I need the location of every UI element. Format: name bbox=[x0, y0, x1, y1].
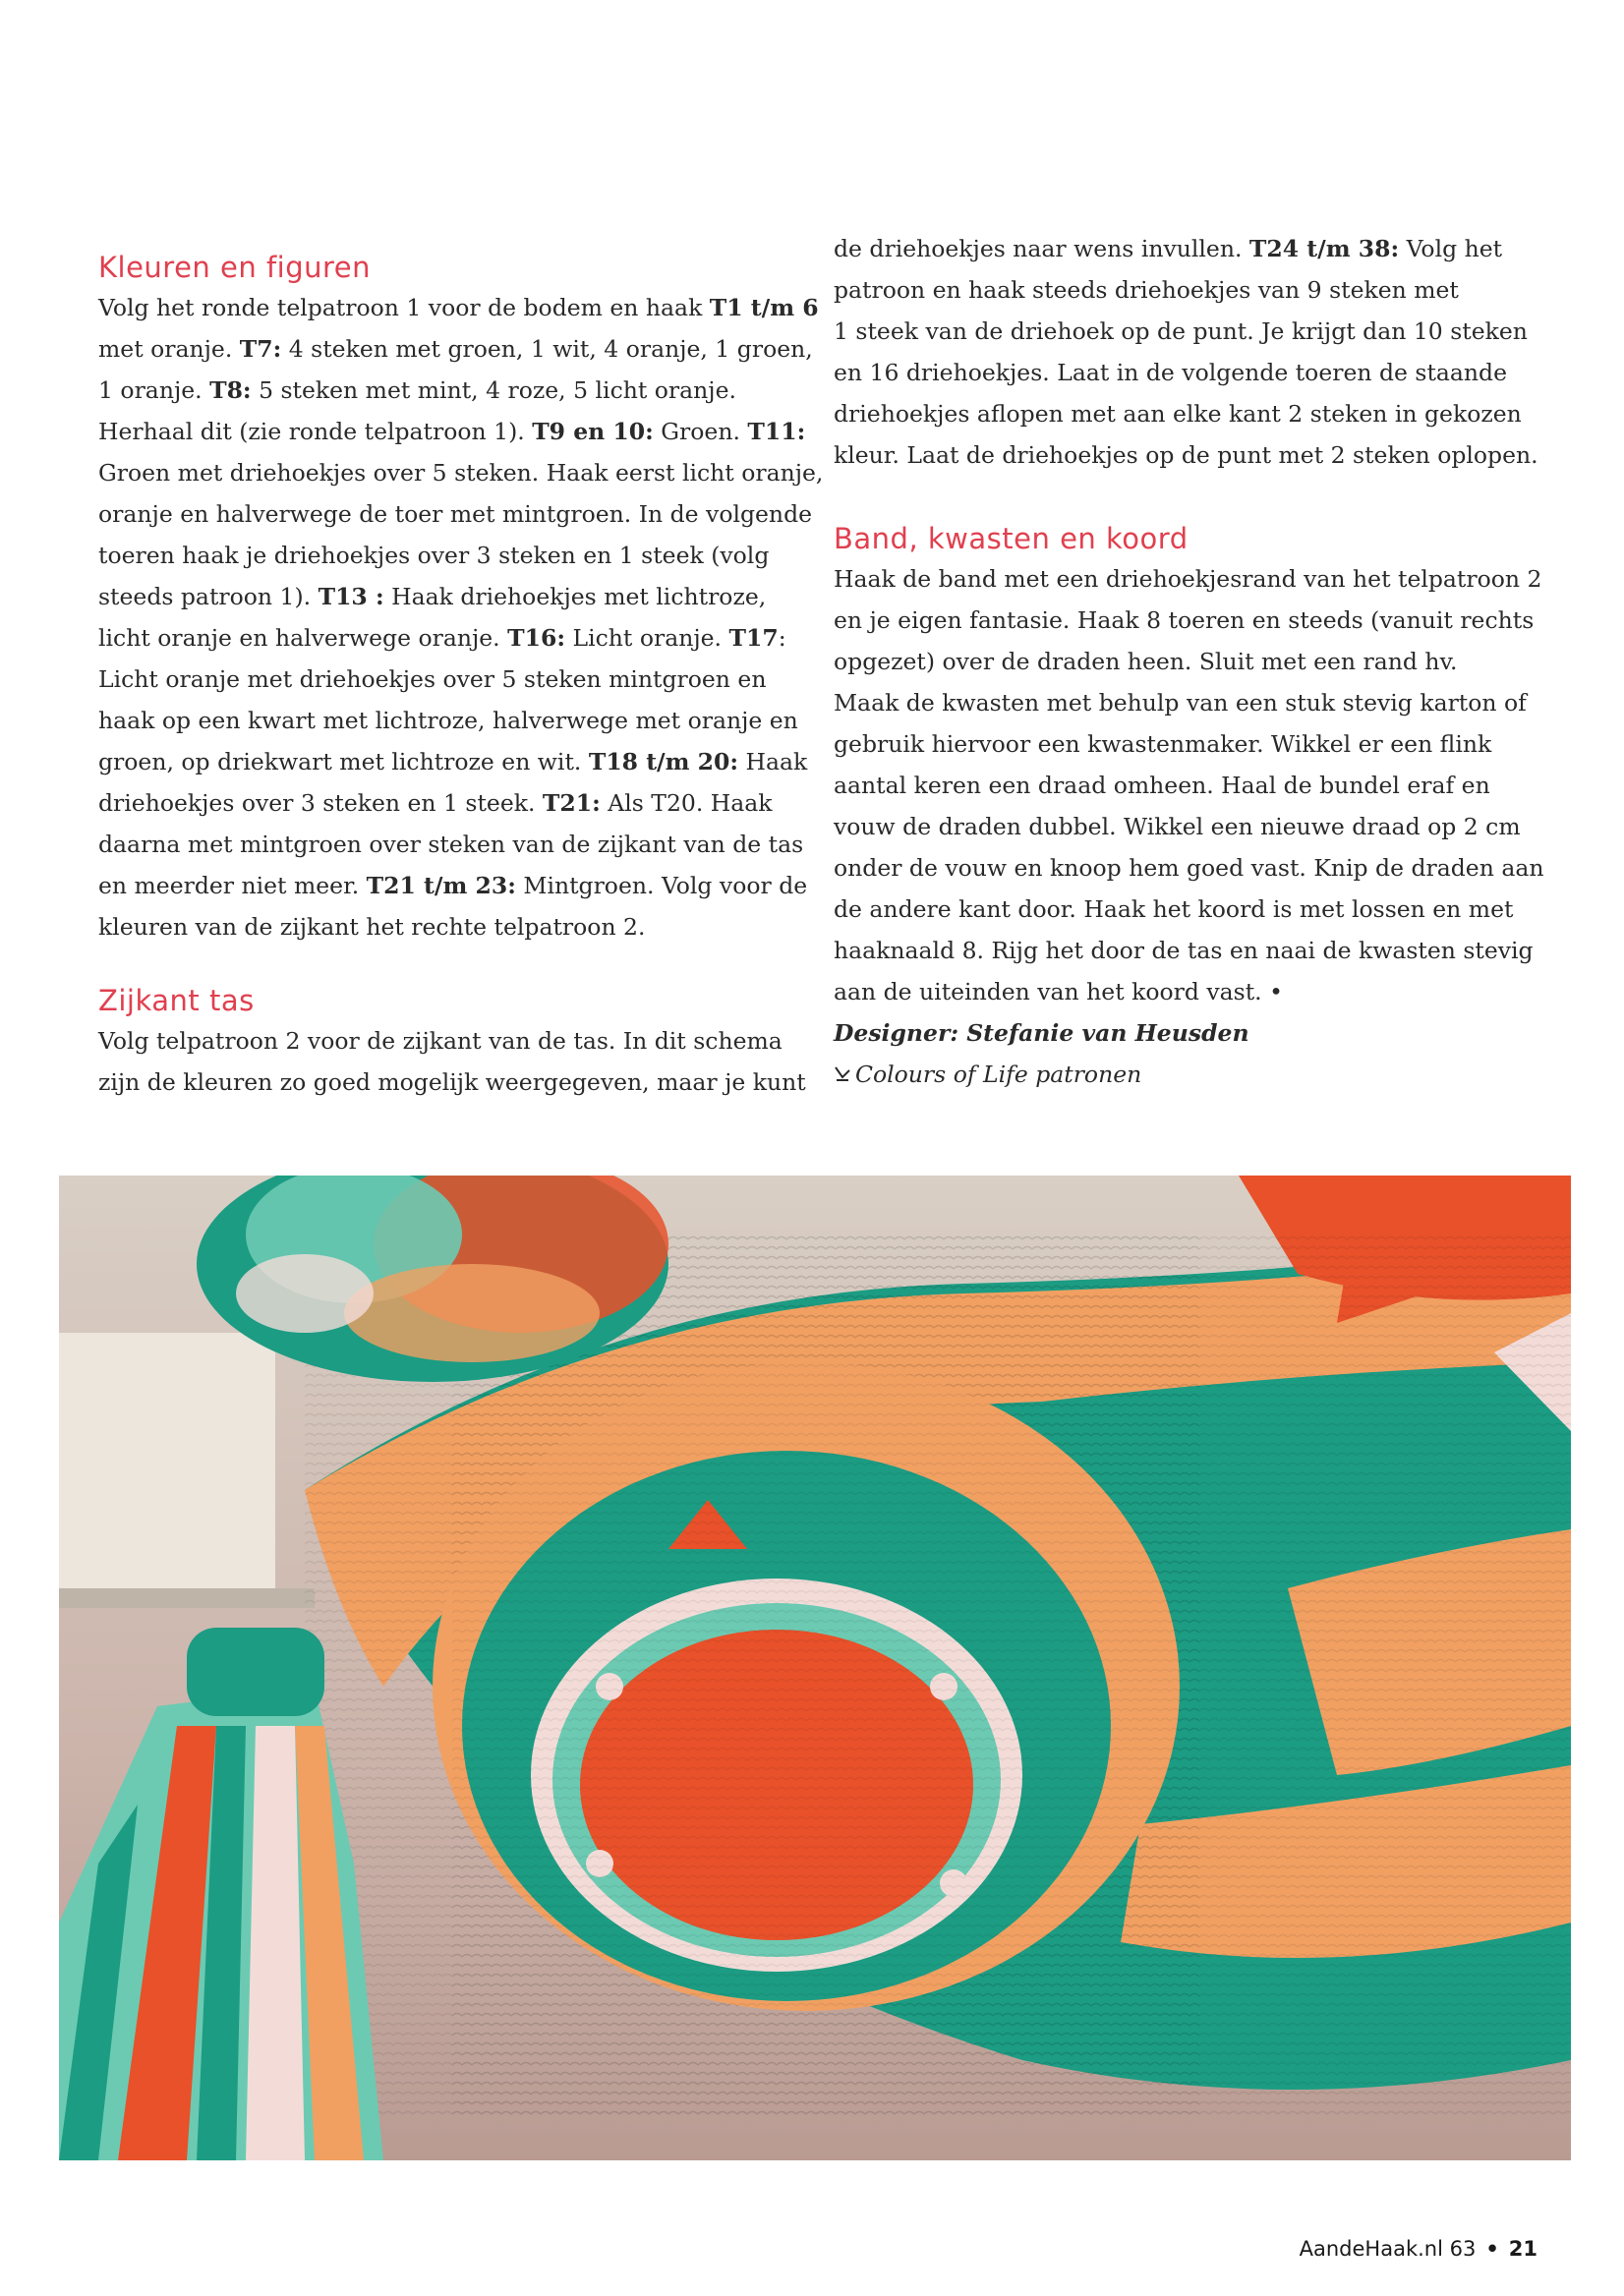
text-run: groen, op driekwart met lichtroze en wit. bbox=[98, 748, 589, 775]
section-heading: Zijkant tas bbox=[98, 984, 255, 1017]
magazine-name: AandeHaak.nl 63 bbox=[1299, 2237, 1477, 2261]
text-line bbox=[98, 700, 806, 741]
text-run: licht oranje en halverwege oranje. bbox=[98, 624, 508, 652]
bold-run: T11: bbox=[747, 418, 806, 445]
page-footer bbox=[1300, 2231, 1537, 2267]
text-run: Haak driehoekjes met lichtroze, bbox=[383, 583, 767, 610]
text-line bbox=[834, 269, 1541, 311]
section-band-kwasten-en-koord bbox=[834, 519, 1544, 1095]
crochet-bag-illustration bbox=[59, 1176, 1571, 2160]
text-line bbox=[98, 865, 806, 906]
text-run: 1 steek van de driehoek op de punt. Je krijgt dan 10 steken bbox=[834, 317, 1528, 345]
text-run: vouw de draden dubbel. Wikkel een nieuwe draad op 2 cm bbox=[834, 813, 1521, 840]
text-line bbox=[98, 659, 806, 700]
text-line bbox=[834, 889, 1541, 930]
text-run: daarna met mintgroen over steken van de zijkant van de tas bbox=[98, 831, 804, 858]
text-run: oranje en halverwege de toer met mintgroen. In de volgende bbox=[98, 500, 813, 528]
bold-run: T9 en 10: bbox=[532, 418, 654, 445]
text-line bbox=[834, 847, 1544, 889]
text-line bbox=[834, 723, 1541, 765]
text-line bbox=[834, 393, 1541, 434]
section-heading: Kleuren en figuren bbox=[98, 251, 372, 284]
text-line bbox=[98, 741, 806, 782]
text-line bbox=[834, 600, 1541, 641]
text-run: en je eigen fantasie. Haak 8 toeren en steeds (vanuit rechts bbox=[834, 606, 1535, 634]
text-run: kleuren van de zijkant het rechte telpatroon 2. bbox=[98, 913, 646, 941]
pattern-source-label: Colours of Life patronen bbox=[855, 1061, 1142, 1088]
text-run: zijn de kleuren zo goed mogelijk weergegeven, maar je kunt bbox=[98, 1068, 806, 1096]
bold-run: T21 t/m 23: bbox=[366, 872, 516, 899]
text-run: Haak de band met een driehoekjesrand van het telpatroon 2 bbox=[834, 565, 1542, 593]
text-line bbox=[98, 493, 813, 535]
text-run: aantal keren een draad omheen. Haal de bundel eraf en bbox=[834, 772, 1490, 799]
bold-run: T13 : bbox=[318, 583, 384, 610]
text-line bbox=[98, 452, 824, 493]
text-line bbox=[834, 641, 1541, 682]
text-line bbox=[834, 682, 1541, 723]
text-run: met oranje. bbox=[98, 335, 240, 363]
text-line bbox=[834, 806, 1541, 847]
section-heading: Band, kwasten en koord bbox=[834, 522, 1189, 555]
text-run: Volg het ronde telpatroon 1 voor de bodem en haak bbox=[98, 294, 710, 321]
text-line bbox=[834, 930, 1541, 971]
text-run: patroon en haak steeds driehoekjes van 9 steken met bbox=[834, 276, 1459, 304]
text-line bbox=[98, 328, 813, 370]
bold-run: T7: bbox=[239, 335, 282, 363]
text-run: Maak de kwasten met behulp van een stuk stevig karton of bbox=[834, 689, 1527, 717]
text-line bbox=[98, 1062, 806, 1103]
text-line bbox=[98, 576, 806, 617]
designer-credit: Designer: Stefanie van Heusden bbox=[834, 1019, 1249, 1047]
text-run: Licht oranje. bbox=[565, 624, 729, 652]
text-run: Volg telpatroon 2 voor de zijkant van de tas. In dit schema bbox=[98, 1027, 783, 1055]
text-run: de driehoekjes naar wens invullen. bbox=[834, 235, 1249, 262]
bold-run: T17 bbox=[728, 624, 779, 652]
text-line bbox=[98, 906, 806, 947]
bold-run: T18 t/m 20: bbox=[588, 748, 739, 775]
text-line bbox=[98, 535, 806, 576]
text-line bbox=[834, 971, 1541, 1012]
text-run: : bbox=[778, 624, 786, 652]
text-run: de andere kant door. Haak het koord is met lossen en met bbox=[834, 895, 1514, 923]
text-line bbox=[834, 765, 1541, 806]
text-line bbox=[98, 411, 806, 452]
text-line bbox=[98, 824, 806, 865]
pattern-source[interactable] bbox=[834, 1054, 1541, 1095]
section-zijkant-tas bbox=[98, 981, 806, 1103]
bag-bottom bbox=[433, 1234, 1199, 2119]
section-kleuren-en-figuren bbox=[98, 248, 824, 947]
text-line bbox=[834, 311, 1541, 352]
text-run: 4 steken met groen, 1 wit, 4 oranje, 1 groen, bbox=[281, 335, 813, 363]
text-run: Haak bbox=[738, 748, 808, 775]
bold-run: T16: bbox=[507, 624, 566, 652]
text-run: kleur. Laat de driehoekjes op de punt met 2 steken oplopen. bbox=[834, 441, 1538, 469]
footer-separator: • bbox=[1485, 2237, 1499, 2261]
text-run: haaknaald 8. Rijg het door de tas en naai de kwasten stevig bbox=[834, 937, 1534, 964]
text-run: onder de vouw en knoop hem goed vast. Knip de draden aan bbox=[834, 854, 1544, 882]
text-line bbox=[98, 782, 806, 824]
text-run: steeds patroon 1). bbox=[98, 583, 319, 610]
section-body bbox=[834, 558, 1544, 1012]
text-run: Mintgroen. Volg voor de bbox=[515, 872, 808, 899]
text-line bbox=[834, 558, 1541, 600]
section-body bbox=[98, 287, 824, 947]
bold-run: T21: bbox=[542, 789, 601, 817]
text-line bbox=[834, 434, 1541, 476]
text-line bbox=[834, 228, 1541, 269]
text-run: opgezet) over de draden heen. Sluit met een rand hv. bbox=[834, 648, 1458, 675]
text-run: Licht oranje met driehoekjes over 5 steken mintgroen en bbox=[98, 665, 767, 693]
text-run: Herhaal dit (zie ronde telpatroon 1). bbox=[98, 418, 533, 445]
text-run: driehoekjes aflopen met aan elke kant 2 steken in gekozen bbox=[834, 400, 1522, 428]
text-line bbox=[98, 617, 806, 659]
bold-run: T24 t/m 38: bbox=[1248, 235, 1400, 262]
section-body bbox=[834, 228, 1541, 476]
text-run: aan de uiteinden van het koord vast. • bbox=[834, 978, 1283, 1005]
text-line bbox=[98, 287, 819, 328]
text-run: gebruik hiervoor een kwastenmaker. Wikkel er een flink bbox=[834, 730, 1492, 758]
text-run: Groen met driehoekjes over 5 steken. Haak eerst licht oranje, bbox=[98, 459, 824, 487]
text-line bbox=[834, 352, 1541, 393]
hook-arrow-icon bbox=[834, 1054, 855, 1095]
text-run: driehoekjes over 3 steken en 1 steek. bbox=[98, 789, 543, 817]
bold-run: T8: bbox=[209, 376, 252, 404]
text-run: 1 oranje. bbox=[98, 376, 210, 404]
crochet-bag-photo bbox=[59, 1176, 1571, 2160]
text-run: en meerder niet meer. bbox=[98, 872, 367, 899]
text-line bbox=[98, 370, 806, 411]
text-run: haak op een kwart met lichtroze, halverwege met oranje en bbox=[98, 707, 798, 734]
text-run: Als T20. Haak bbox=[600, 789, 773, 817]
section-body bbox=[98, 1020, 806, 1103]
text-run: toeren haak je driehoekjes over 3 steken en 1 steek (volg bbox=[98, 542, 770, 569]
text-run: Volg het bbox=[1399, 235, 1503, 262]
text-run: Groen. bbox=[653, 418, 748, 445]
text-run: 5 steken met mint, 4 roze, 5 licht oranje. bbox=[251, 376, 736, 404]
text-run: en 16 driehoekjes. Laat in de volgende toeren de staande bbox=[834, 359, 1508, 386]
page-number: 21 bbox=[1508, 2237, 1537, 2261]
continuation-paragraph bbox=[834, 228, 1541, 476]
bold-run: T1 t/m 6 bbox=[709, 294, 819, 321]
text-line bbox=[98, 1020, 806, 1062]
